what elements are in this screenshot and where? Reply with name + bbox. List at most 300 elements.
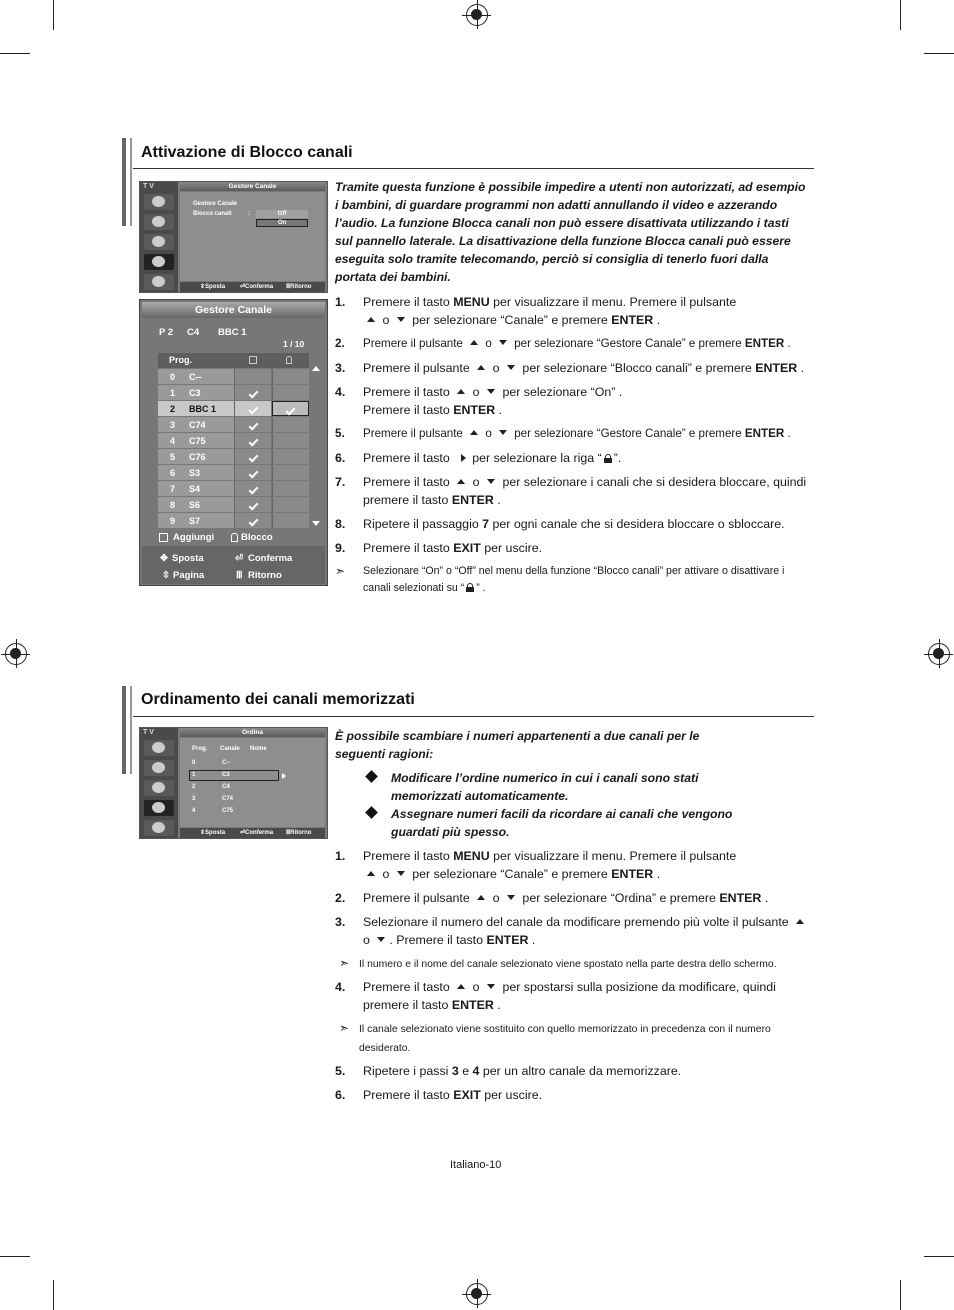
enter-icon: ⏎: [235, 553, 243, 564]
step-text: .: [761, 891, 769, 905]
menu-footer: [180, 828, 325, 838]
order-prog: 4: [192, 808, 196, 814]
order-channel: C3: [222, 772, 230, 778]
step-text: o: [482, 337, 495, 350]
crop-mark: [900, 0, 901, 30]
note: [335, 563, 810, 597]
down-arrow-icon: [377, 937, 385, 942]
channel-name: C76: [189, 452, 206, 462]
tv-label: T V: [143, 183, 154, 190]
down-arrow-icon: [507, 365, 515, 370]
add-cell: [234, 481, 271, 496]
key-label: ENTER: [744, 427, 785, 440]
channel-name: C3: [189, 388, 201, 398]
lock-cell: [272, 369, 309, 384]
step-text: per visualizzare il menu. Premere il pulsante: [489, 849, 737, 863]
bullet-item: [365, 769, 735, 805]
right-arrow-icon: [461, 454, 466, 462]
step-text: .: [784, 427, 791, 440]
step-text: o: [363, 933, 374, 947]
step-number: 3.: [335, 915, 346, 929]
channel-number: 6: [170, 468, 176, 478]
crop-mark: [53, 1280, 54, 1310]
page-number: Italiano-10: [450, 1159, 502, 1171]
step-text: o: [469, 980, 483, 994]
registration-mark-icon: [5, 643, 27, 665]
step-text: Premere il pulsante: [363, 337, 467, 350]
lock-cell: [272, 449, 309, 464]
check-icon: [248, 469, 258, 479]
steps-list: [335, 293, 810, 603]
section-bar: [130, 686, 132, 774]
foot-move-label: Sposta: [205, 284, 226, 290]
step-item: [335, 539, 810, 557]
order-channel: C75: [222, 808, 234, 814]
menu-screenshot-blocco: [139, 181, 328, 293]
step-text: o: [469, 475, 483, 489]
add-cell: [234, 497, 271, 512]
add-cell: [234, 385, 271, 400]
lock-cell: [272, 433, 309, 448]
menu-item: Gestore Canale: [193, 201, 238, 207]
step-text: per selezionare “Gestore Canale” e premere: [511, 427, 745, 440]
order-prog: 0: [192, 760, 196, 766]
page-icon: ⇳: [162, 570, 170, 581]
note-arrow-icon: ➣: [339, 1021, 350, 1035]
step-text: Premere il tasto: [363, 475, 454, 489]
step-text: o: [489, 361, 503, 375]
channel-number: 3: [170, 420, 176, 430]
channel-name: S7: [189, 516, 201, 526]
bullet-text: Modificare l’ordine numerico in cui i canali sono stati memorizzati automaticamente.: [391, 771, 699, 803]
check-icon: [286, 406, 296, 416]
step-text: ”.: [613, 451, 622, 465]
col-prog: Prog.: [169, 355, 193, 365]
step-text: per selezionare “On” .: [499, 385, 623, 399]
key-label: EXIT: [453, 541, 481, 555]
channel-label: C4: [187, 327, 200, 338]
up-arrow-icon: [457, 984, 465, 989]
step-text: per ogni canale che si desidera bloccare o sbloccare.: [489, 517, 785, 531]
step-text: per selezionare “Blocco canali” e premere: [518, 361, 756, 375]
step-text: Premere il tasto: [363, 403, 454, 417]
key-label: ENTER: [744, 337, 785, 350]
step-text: per selezionare “Canale” e premere: [408, 867, 612, 881]
step-text: Premere il tasto: [363, 295, 454, 309]
add-cell: [234, 513, 271, 528]
option-on: [256, 219, 308, 227]
crop-mark: [0, 1256, 30, 1257]
back-icon: Ⅲ: [236, 570, 243, 581]
lock-cell: [272, 481, 309, 496]
up-arrow-icon: [477, 365, 485, 370]
menu-sidebar: [140, 182, 178, 292]
col-prog: Prog.: [192, 746, 208, 752]
step-text: e: [458, 1064, 473, 1078]
step-text: per selezionare la riga “: [472, 451, 602, 465]
channel-number: 0: [170, 372, 176, 382]
key-label: ENTER: [755, 361, 798, 375]
step-text: per un altro canale da memorizzare.: [479, 1064, 682, 1078]
channel-cell: [158, 465, 234, 480]
foot-ok-label: Conferma: [245, 830, 274, 836]
check-icon: [248, 453, 258, 463]
setup-icon: [144, 274, 174, 290]
back-label: Ritorno: [248, 570, 282, 581]
note-arrow-icon: ➣: [339, 956, 350, 970]
menu-footer: [180, 282, 325, 292]
step-item: [335, 335, 810, 353]
step-number: 2.: [335, 891, 346, 905]
channel-name: C75: [189, 436, 206, 446]
lock-cell: [272, 465, 309, 480]
down-arrow-icon: [397, 317, 405, 322]
step-text: .: [797, 361, 805, 375]
channel-cell: [158, 449, 234, 464]
crop-mark: [53, 0, 54, 30]
up-arrow-icon: [470, 340, 478, 345]
step-text: Il canale selezionato viene sostituito con quello memorizzato in precedenza con il numero desiderato.: [359, 1024, 771, 1054]
up-arrow-icon: [470, 430, 478, 435]
step-item: [335, 293, 810, 329]
step-number: 5.: [335, 1064, 346, 1078]
grid-header: [158, 353, 309, 368]
step-text: Premere il pulsante: [363, 427, 467, 440]
section-intro: Tramite questa funzione è possibile impedire a utenti non autorizzati, ad esempio i bambini, di guardare programmi non adatti annullando il video e azzerando l’audio. La funzione Blocca canali non può essere disattivata utilizzando i tasti sul pannello laterale. La disattivazione della funzione Blocca canali può essere eseguita solo tramite telecomando, perciò si consiglia di tenerlo fuori dalla portata dei bambini.: [335, 180, 806, 284]
check-icon: [248, 421, 258, 431]
picture-icon: [144, 760, 174, 776]
channel-icon: [144, 254, 174, 270]
foot-back: ⅢRitorno: [286, 830, 312, 836]
lock-cell: [272, 497, 309, 512]
step-number: 9.: [335, 541, 346, 555]
down-arrow-icon: [397, 871, 405, 876]
step-text: ” .: [476, 582, 486, 594]
check-icon: [248, 437, 258, 447]
step-text: .: [528, 933, 536, 947]
step-item: [335, 1086, 810, 1104]
antenna-icon: [144, 194, 174, 210]
step-text: Premere il pulsante: [363, 891, 474, 905]
up-arrow-icon: [477, 895, 485, 900]
menu-item: Blocco canali: [193, 211, 232, 217]
add-cell: [234, 417, 271, 432]
prog-label: P 2: [159, 327, 174, 338]
menu-screenshot-ordina: [139, 727, 328, 839]
foot-move: ⇕Sposta: [200, 830, 226, 836]
step-text: o: [469, 385, 483, 399]
step-number: 5.: [335, 427, 345, 440]
channel-name: C--: [189, 372, 202, 382]
channel-row: [158, 369, 309, 385]
channel-row: [158, 513, 309, 529]
key-label: 4: [472, 1064, 480, 1078]
menu-sidebar: [140, 728, 178, 838]
channel-cell: [158, 497, 234, 512]
step-text: Ripetere i passi: [363, 1064, 452, 1078]
lock-cell: [272, 401, 309, 416]
channel-number: 9: [170, 516, 176, 526]
channel-number: 1: [170, 388, 176, 398]
section-bar: [122, 138, 126, 226]
step-number: 7.: [335, 475, 346, 489]
foot-back: ⅢRitorno: [286, 284, 312, 290]
channel-grid: [158, 369, 309, 529]
move-label: Sposta: [172, 553, 204, 564]
section-rule: [133, 716, 814, 717]
step-text: per visualizzare il menu. Premere il pulsante: [489, 295, 737, 309]
add-icon: [159, 533, 168, 542]
menu-screenshot-gestore: [139, 299, 328, 586]
channel-name: S4: [189, 484, 201, 494]
step-text: Il numero e il nome del canale selezionato viene spostato nella parte destra dello schermo.: [359, 959, 777, 970]
move-icon: ✥: [160, 553, 168, 564]
step-item: [335, 449, 810, 467]
step-text: . Premere il tasto: [389, 933, 487, 947]
channel-row: [158, 385, 309, 401]
antenna-icon: [144, 740, 174, 756]
step-item: [335, 978, 810, 1014]
section-title: Attivazione di Blocco canali: [141, 144, 353, 161]
step-text: .: [495, 403, 503, 417]
channel-cell: [158, 385, 234, 400]
step-text: Premere il tasto: [363, 451, 454, 465]
channel-name: S3: [189, 468, 201, 478]
crop-mark: [924, 1256, 954, 1257]
scrollbar: [312, 366, 320, 526]
up-arrow-icon: [457, 479, 465, 484]
step-text: o: [379, 867, 393, 881]
key-label: ENTER: [451, 998, 494, 1012]
picture-icon: [144, 214, 174, 230]
step-item: [335, 425, 810, 443]
step-item: [335, 913, 810, 949]
lock-cell: [272, 417, 309, 432]
channel-row: [158, 401, 309, 417]
step-text: per selezionare i canali che si desidera bloccare, quindi premere il tasto: [363, 475, 807, 507]
setup-icon: [144, 820, 174, 836]
step-number: 1.: [335, 849, 346, 863]
up-arrow-icon: [457, 389, 465, 394]
step-text: per spostarsi sulla posizione da modificare, quindi premere il tasto: [363, 980, 776, 1012]
menu-title: Gestore Canale: [142, 302, 325, 318]
col-channel: Canale: [220, 746, 240, 752]
step-text: per uscire.: [480, 1088, 543, 1102]
key-label: 3: [451, 1064, 459, 1078]
order-channel: C74: [222, 796, 234, 802]
key-label: ENTER: [486, 933, 529, 947]
channel-row: [158, 417, 309, 433]
crop-mark: [0, 53, 30, 54]
tv-label: T V: [143, 729, 154, 736]
step-text: o: [489, 891, 503, 905]
up-arrow-icon: [367, 317, 375, 322]
step-number: 3.: [335, 361, 346, 375]
option-on-label: On: [277, 220, 287, 226]
step-text: .: [653, 867, 661, 881]
section-rule: [133, 168, 814, 169]
selection-box: [189, 770, 279, 781]
channel-name: C74: [189, 420, 206, 430]
section-title: Ordinamento dei canali memorizzati: [141, 691, 415, 708]
key-label: EXIT: [453, 1088, 481, 1102]
step-text: Premere il tasto: [363, 849, 454, 863]
key-label: ENTER: [611, 313, 654, 327]
channel-row: [158, 481, 309, 497]
diamond-icon: [365, 806, 378, 819]
step-item: [335, 1062, 810, 1080]
section-bar: [130, 138, 132, 226]
down-arrow-icon: [487, 479, 495, 484]
down-arrow-icon: [499, 340, 507, 345]
scroll-up-icon: [312, 366, 320, 371]
registration-mark-icon: [466, 1283, 488, 1305]
diamond-icon: [365, 770, 378, 783]
up-arrow-icon: [367, 871, 375, 876]
order-prog: 3: [192, 796, 196, 802]
ok-label: Conferma: [248, 553, 293, 564]
key-label: 7: [482, 517, 490, 531]
channel-name: BBC 1: [189, 404, 217, 414]
foot-ok: ⏎Conferma: [240, 830, 274, 836]
foot-ok-label: Conferma: [245, 284, 274, 290]
menu-header: Gestore Canale: [180, 182, 325, 191]
crop-mark: [900, 1280, 901, 1310]
order-channel: C4: [222, 784, 230, 790]
add-cell: [234, 433, 271, 448]
step-text: Selezionare il numero del canale da modificare premendo più volte il pulsante: [363, 915, 793, 929]
key-label: ENTER: [453, 403, 496, 417]
add-cell: [234, 401, 271, 416]
step-text: Ripetere il passaggio: [363, 517, 483, 531]
step-text: Selezionare “On” o “Off” nel menu della funzione “Blocco canali” per attivare o disattivare i canali selezionati su “: [363, 565, 785, 594]
scroll-down-icon: [312, 521, 320, 526]
sub-note: [335, 955, 810, 974]
check-icon: [248, 405, 258, 415]
channel-cell: [158, 513, 234, 528]
note-arrow-icon: ➣: [335, 564, 346, 578]
down-arrow-icon: [507, 895, 515, 900]
lock-cell: [272, 513, 309, 528]
key-label: ENTER: [451, 493, 494, 507]
step-text: .: [653, 313, 661, 327]
step-number: 4.: [335, 385, 346, 399]
sound-icon: [144, 780, 174, 796]
foot-back-label: Ritorno: [290, 284, 312, 290]
foot-move-label: Sposta: [205, 830, 226, 836]
channel-cell: [158, 401, 234, 416]
check-icon: [248, 389, 258, 399]
step-text: o: [379, 313, 393, 327]
step-number: 8.: [335, 517, 346, 531]
page-label: Pagina: [173, 570, 205, 581]
check-icon: [248, 485, 258, 495]
option-off: [256, 210, 308, 218]
step-number: 6.: [335, 451, 346, 465]
lock-icon: [466, 583, 474, 592]
channel-cell: [158, 369, 234, 384]
order-prog: 2: [192, 784, 196, 790]
channel-name: S6: [189, 500, 201, 510]
name-label: BBC 1: [218, 327, 247, 338]
channel-icon: [144, 800, 174, 816]
move-right-icon: [282, 773, 286, 779]
section-intro: È possibile scambiare i numeri appartenenti a due canali per le seguenti ragioni:: [335, 729, 700, 761]
sub-note: [335, 1020, 810, 1058]
add-label: Aggiungi: [173, 532, 215, 543]
channel-row: [158, 449, 309, 465]
key-label: ENTER: [719, 891, 762, 905]
steps-list: [335, 847, 810, 1110]
lock-cell: [272, 385, 309, 400]
lock-label: Blocco: [241, 532, 273, 543]
check-icon: [248, 517, 258, 527]
step-text: o: [482, 427, 495, 440]
step-item: [335, 473, 810, 509]
add-cell: [234, 449, 271, 464]
step-item: [335, 515, 810, 533]
key-label: MENU: [453, 849, 490, 863]
step-item: [335, 383, 810, 419]
option-off-label: Off: [277, 211, 287, 217]
bullet-list: [365, 769, 735, 841]
lock-icon: [604, 454, 612, 463]
order-prog: 1: [192, 772, 196, 778]
step-text: Premere il tasto: [363, 1088, 454, 1102]
channel-number: 4: [170, 436, 176, 446]
channel-row: [158, 497, 309, 513]
key-label: ENTER: [611, 867, 654, 881]
channel-number: 5: [170, 452, 176, 462]
step-number: 4.: [335, 980, 346, 994]
bullet-item: [365, 805, 735, 841]
menu-colon: :: [248, 211, 250, 217]
step-number: 6.: [335, 1088, 346, 1102]
sound-icon: [144, 234, 174, 250]
down-arrow-icon: [499, 430, 507, 435]
channel-cell: [158, 481, 234, 496]
registration-mark-icon: [466, 4, 488, 26]
crop-mark: [924, 53, 954, 54]
down-arrow-icon: [487, 389, 495, 394]
step-text: .: [493, 493, 501, 507]
channel-number: 7: [170, 484, 176, 494]
step-item: [335, 889, 810, 907]
lock-col-icon: [286, 356, 292, 364]
channel-number: 2: [170, 404, 176, 414]
up-arrow-icon: [796, 919, 804, 924]
order-channel: C--: [222, 760, 231, 766]
add-col-icon: [249, 356, 257, 364]
registration-mark-icon: [928, 643, 950, 665]
step-number: 1.: [335, 295, 346, 309]
channel-cell: [158, 433, 234, 448]
step-text: Premere il tasto: [363, 385, 454, 399]
step-item: [335, 359, 810, 377]
key-label: MENU: [453, 295, 490, 309]
step-text: per selezionare “Gestore Canale” e premere: [511, 337, 745, 350]
channel-row: [158, 433, 309, 449]
page-indicator: 1 / 10: [283, 339, 305, 349]
menu-header: Ordina: [180, 728, 325, 737]
step-number: 2.: [335, 337, 345, 350]
step-item: [335, 847, 810, 883]
step-text: Premere il pulsante: [363, 361, 474, 375]
foot-move: ⇕Sposta: [200, 284, 226, 290]
channel-number: 8: [170, 500, 176, 510]
foot-ok: ⏎Conferma: [240, 284, 274, 290]
bullet-text: Assegnare numeri facili da ricordare ai canali che vengono guardati più spesso.: [391, 807, 733, 839]
